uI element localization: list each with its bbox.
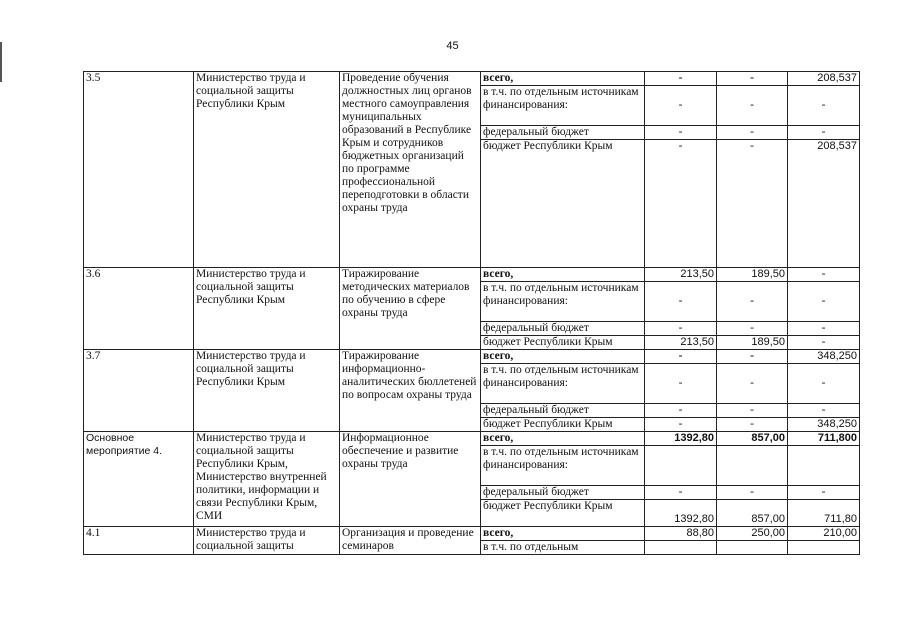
row-activity: Информационное обеспечение и развитие охраны труда	[340, 432, 481, 527]
funding-label: бюджет Республики Крым	[481, 140, 645, 268]
value-cell: -	[788, 364, 860, 404]
table-row	[84, 72, 860, 86]
funding-table	[83, 71, 860, 555]
value-cell	[645, 446, 717, 486]
row-executor: Министерство труда и социальной защиты Республики Крым	[194, 268, 340, 350]
funding-label: в т.ч. по отдельным источникам финансирования:	[481, 364, 645, 404]
table-row	[84, 432, 860, 446]
row-activity: Проведение обучения должностных лиц органов местного самоуправления муниципальных образований в Республике Крым и сотрудников бюджетных организаций по программе профессиональной переподготовки в области охраны труда	[340, 72, 481, 268]
value-cell: -	[717, 350, 788, 364]
value-cell: 348,250	[788, 350, 860, 364]
value-cell	[717, 541, 788, 555]
funding-label: всего,	[481, 432, 645, 446]
value-cell: -	[717, 418, 788, 432]
funding-label: в т.ч. по отдельным источникам финансирования:	[481, 86, 645, 126]
value-cell: 210,00	[788, 527, 860, 541]
page-number: 45	[446, 40, 459, 52]
row-executor: Министерство труда и социальной защиты Республики Крым, Министерство внутренней политики, информации и связи Республики Крым, СМИ	[194, 432, 340, 527]
funding-label: федеральный бюджет	[481, 126, 645, 140]
value-cell: 88,80	[645, 527, 717, 541]
value-cell: -	[717, 282, 788, 322]
funding-label: бюджет Республики Крым	[481, 336, 645, 350]
value-cell: -	[717, 86, 788, 126]
value-cell: -	[645, 350, 717, 364]
value-cell: -	[717, 140, 788, 268]
value-cell: -	[645, 404, 717, 418]
funding-label: в т.ч. по отдельным источникам финансирования:	[481, 446, 645, 486]
row-number: 3.5	[84, 72, 194, 268]
value-cell: 711,800	[788, 432, 860, 446]
value-cell: -	[645, 418, 717, 432]
value-cell: 348,250	[788, 418, 860, 432]
funding-label: в т.ч. по отдельным источникам финансирования:	[481, 282, 645, 322]
value-cell: 1392,80	[645, 432, 717, 446]
value-cell: -	[717, 486, 788, 500]
value-cell: -	[788, 86, 860, 126]
funding-label: бюджет Республики Крым	[481, 500, 645, 527]
value-cell: -	[788, 268, 860, 282]
value-cell: -	[788, 404, 860, 418]
row-executor: Министерство труда и социальной защиты	[194, 527, 340, 555]
value-cell: -	[645, 282, 717, 322]
funding-label: всего,	[481, 350, 645, 364]
value-cell: -	[645, 72, 717, 86]
funding-label: федеральный бюджет	[481, 404, 645, 418]
value-cell: 213,50	[645, 268, 717, 282]
row-executor: Министерство труда и социальной защиты Республики Крым	[194, 72, 340, 268]
funding-label: всего,	[481, 527, 645, 541]
value-cell: -	[645, 364, 717, 404]
row-activity: Тиражирование информационно-аналитических бюллетеней по вопросам охраны труда	[340, 350, 481, 432]
value-cell: 857,00	[717, 500, 788, 527]
table-row	[84, 350, 860, 364]
value-cell: 1392,80	[645, 500, 717, 527]
value-cell: -	[645, 86, 717, 126]
value-cell: -	[645, 486, 717, 500]
row-number: 4.1	[84, 527, 194, 555]
value-cell: 189,50	[717, 268, 788, 282]
value-cell: -	[788, 282, 860, 322]
value-cell: 208,537	[788, 72, 860, 86]
value-cell	[717, 446, 788, 486]
value-cell: 711,80	[788, 500, 860, 527]
value-cell	[788, 446, 860, 486]
value-cell: -	[788, 126, 860, 140]
value-cell: -	[788, 486, 860, 500]
value-cell: -	[645, 126, 717, 140]
value-cell: -	[717, 364, 788, 404]
funding-label: бюджет Республики Крым	[481, 418, 645, 432]
value-cell: -	[717, 126, 788, 140]
row-number: Основное мероприятие 4.	[84, 432, 194, 527]
value-cell: -	[717, 404, 788, 418]
value-cell: 208,537	[788, 140, 860, 268]
funding-label: всего,	[481, 72, 645, 86]
table-row	[84, 268, 860, 282]
value-cell: -	[717, 322, 788, 336]
funding-label: всего,	[481, 268, 645, 282]
value-cell: 189,50	[717, 336, 788, 350]
value-cell: 213,50	[645, 336, 717, 350]
value-cell	[788, 541, 860, 555]
table-row	[84, 527, 860, 541]
value-cell: -	[788, 336, 860, 350]
row-activity: Тиражирование методических материалов по обучению в сфере охраны труда	[340, 268, 481, 350]
value-cell: -	[717, 72, 788, 86]
funding-label: в т.ч. по отдельным	[481, 541, 645, 555]
row-number: 3.6	[84, 268, 194, 350]
row-executor: Министерство труда и социальной защиты Республики Крым	[194, 350, 340, 432]
value-cell: 250,00	[717, 527, 788, 541]
row-number: 3.7	[84, 350, 194, 432]
funding-label: федеральный бюджет	[481, 322, 645, 336]
value-cell	[645, 541, 717, 555]
value-cell: -	[788, 322, 860, 336]
value-cell: -	[645, 322, 717, 336]
value-cell: -	[645, 140, 717, 268]
funding-label: федеральный бюджет	[481, 486, 645, 500]
row-activity: Организация и проведение семинаров	[340, 527, 481, 555]
value-cell: 857,00	[717, 432, 788, 446]
